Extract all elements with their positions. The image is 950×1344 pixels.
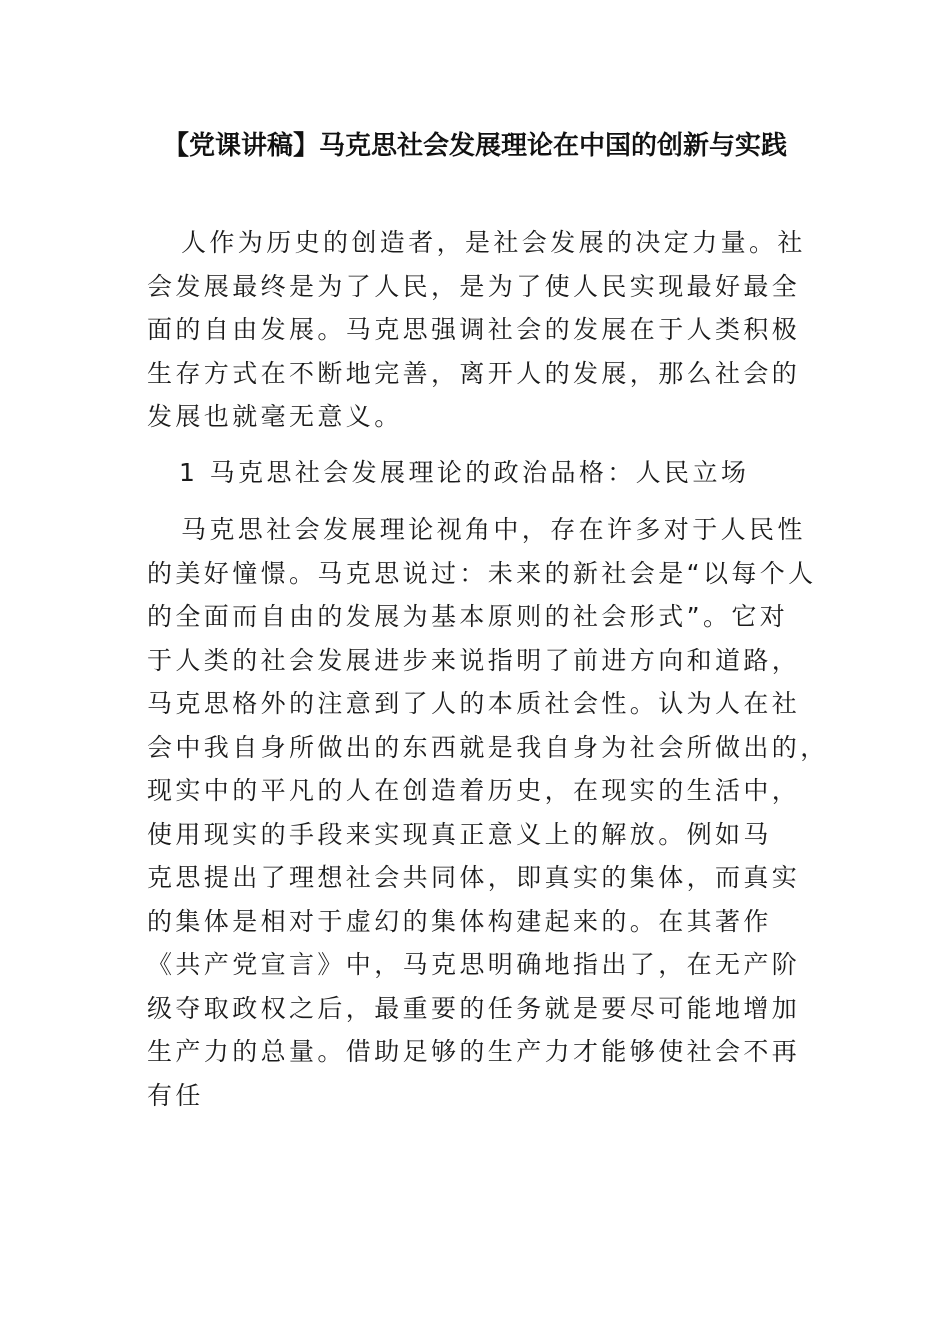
paragraph-2-line: 于人类的社会发展进步来说指明了前进方向和道路，	[147, 645, 801, 675]
paragraph-2-line: 级夺取政权之后，最重要的任务就是要尽可能地增加	[147, 993, 801, 1023]
paragraph-1	[147, 221, 813, 439]
paragraph-2-line: 现实中的平凡的人在创造着历史，在现实的生活中，	[147, 776, 801, 805]
paragraph-2-line: 《共产党宣言》中，马克思明确地指出了，在无产阶	[147, 950, 801, 979]
paragraph-1-line: 生存方式在不断地完善，离开人的发展，那么社会的	[147, 358, 801, 388]
paragraph-2-line: 生产力的总量。借助足够的生产力才能够使社会不再	[147, 1037, 801, 1066]
document-title: 【党课讲稿】马克思社会发展理论在中国的创新与实践	[162, 131, 787, 161]
section-heading-1	[147, 451, 813, 495]
paragraph-2-line: 马克思格外的注意到了人的本质社会性。认为人在社	[147, 689, 801, 718]
paragraph-2-line: 的全面而自由的发展为基本原则的社会形式”。它对	[147, 602, 789, 631]
paragraph-2-line: 使用现实的手段来实现真正意义上的解放。例如马	[147, 819, 772, 849]
paragraph-2	[147, 508, 829, 1117]
paragraph-2-line: 会中我自身所做出的东西就是我自身为社会所做出的，	[147, 732, 829, 762]
paragraph-1-line: 发展也就毫无意义。	[147, 402, 403, 431]
paragraph-2-line: 有任	[147, 1080, 204, 1110]
paragraph-2-line: 克思提出了理想社会共同体，即真实的集体，而真实	[147, 863, 801, 892]
paragraph-1-line: 人作为历史的创造者，是社会发展的决定力量。社	[181, 228, 806, 257]
paragraph-2-line: 马克思社会发展理论视角中，存在许多对于人民性	[181, 515, 806, 544]
paragraph-2-line: 的集体是相对于虚幻的集体构建起来的。在其著作	[147, 906, 772, 936]
paragraph-1-line: 面的自由发展。马克思强调社会的发展在于人类积极	[147, 315, 801, 344]
section-heading-text: 1 马克思社会发展理论的政治品格：人民立场	[179, 458, 750, 487]
paragraph-2-line: 的美好憧憬。马克思说过：未来的新社会是“以每个人	[147, 558, 817, 588]
paragraph-1-line: 会发展最终是为了人民，是为了使人民实现最好最全	[147, 271, 801, 301]
